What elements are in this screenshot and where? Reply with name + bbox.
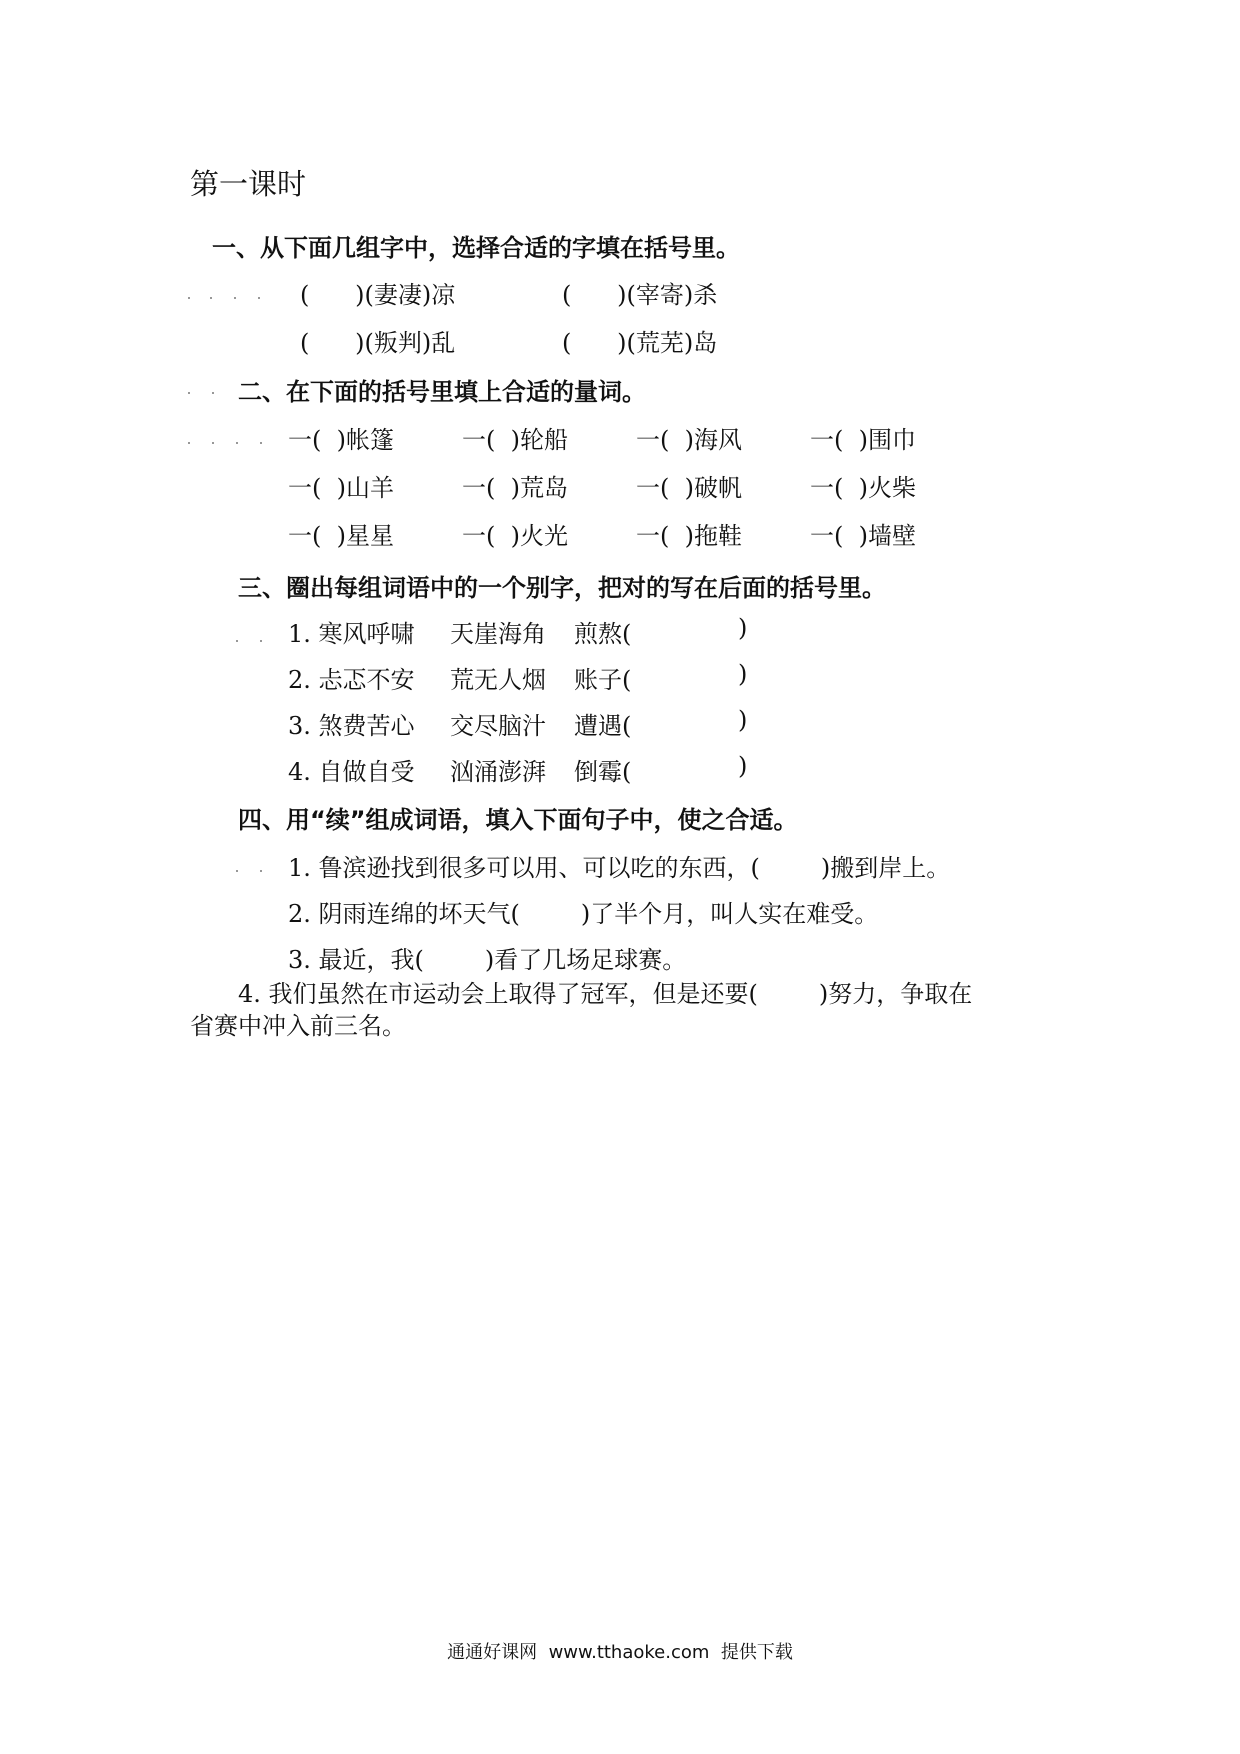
s2-r1-c1: 一( )帐篷 <box>288 426 394 454</box>
s2-r3-c1: 一( )星星 <box>288 522 394 550</box>
footer-credit: 通通好课网 www.tthaoke.com 提供下载 <box>447 1642 793 1663</box>
s2-r3-c2: 一( )火光 <box>462 522 568 550</box>
scan-dot <box>234 297 236 299</box>
s4-item3: 3. 最近，我( )看了几场足球赛。 <box>288 946 687 974</box>
s2-r2-c2: 一( )荒岛 <box>462 474 568 502</box>
scan-dot <box>260 442 262 444</box>
s3-r2-d: ) <box>738 660 748 688</box>
scan-dot <box>188 297 190 299</box>
s3-r2-b: 荒无人烟 <box>450 666 546 694</box>
scan-dot <box>260 640 262 642</box>
scan-dot <box>236 870 238 872</box>
scan-dot <box>236 442 238 444</box>
s3-r3-a: 3. 煞费苦心 <box>288 712 415 740</box>
s3-r4-c: 倒霉( <box>574 758 632 786</box>
s4-item4-cont: 省赛中冲入前三名。 <box>190 1012 406 1040</box>
s3-r4-a: 4. 自做自受 <box>288 758 415 786</box>
s3-r2-c: 账子( <box>574 666 632 694</box>
page-title: 第一课时 <box>190 167 307 201</box>
s4-item2: 2. 阴雨连绵的坏天气( )了半个月，叫人实在难受。 <box>288 900 879 928</box>
s3-r4-d: ) <box>738 752 748 780</box>
s3-r1-c: 煎熬( <box>574 620 632 648</box>
s4-item4: 4. 我们虽然在市运动会上取得了冠军，但是还要( )努力，争取在 <box>238 980 973 1008</box>
scan-dot <box>210 297 212 299</box>
s1-row2-item2: ( )(荒芜)岛 <box>562 329 718 357</box>
scan-dot <box>188 392 190 394</box>
s3-r1-a: 1. 寒风呼啸 <box>288 620 415 648</box>
s2-r2-c1: 一( )山羊 <box>288 474 394 502</box>
scan-dot <box>188 442 190 444</box>
s3-r4-b: 汹涌澎湃 <box>450 758 546 786</box>
s2-r3-c3: 一( )拖鞋 <box>636 522 742 550</box>
s2-r1-c3: 一( )海风 <box>636 426 742 454</box>
s3-r2-a: 2. 忐忑不安 <box>288 666 415 694</box>
s2-r1-c4: 一( )围巾 <box>810 426 916 454</box>
s2-r3-c4: 一( )墙壁 <box>810 522 916 550</box>
scan-dot <box>236 640 238 642</box>
s1-row1-item1: ( )(妻凄)凉 <box>300 281 456 309</box>
s3-r3-d: ) <box>738 706 748 734</box>
section-1-heading: 一、从下面几组字中，选择合适的字填在括号里。 <box>212 234 740 262</box>
section-3-heading: 三、圈出每组词语中的一个别字，把对的写在后面的括号里。 <box>238 574 886 602</box>
s3-r3-b: 交尽脑汁 <box>450 712 546 740</box>
section-4-heading: 四、用“续”组成词语，填入下面句子中，使之合适。 <box>238 806 798 834</box>
scan-dot <box>260 870 262 872</box>
scan-dot <box>212 392 214 394</box>
s1-row1-item2: ( )(宰寄)杀 <box>562 281 718 309</box>
scan-dot <box>212 442 214 444</box>
s2-r1-c2: 一( )轮船 <box>462 426 568 454</box>
scan-dot <box>258 297 260 299</box>
s3-r1-d: ) <box>738 614 748 642</box>
section-2-heading: 二、在下面的括号里填上合适的量词。 <box>238 378 646 406</box>
s1-row2-item1: ( )(叛判)乱 <box>300 329 456 357</box>
s4-item1: 1. 鲁滨逊找到很多可以用、可以吃的东西，( )搬到岸上。 <box>288 854 951 882</box>
s2-r2-c4: 一( )火柴 <box>810 474 916 502</box>
s3-r3-c: 遭遇( <box>574 712 632 740</box>
s3-r1-b: 天崖海角 <box>450 620 546 648</box>
s2-r2-c3: 一( )破帆 <box>636 474 742 502</box>
